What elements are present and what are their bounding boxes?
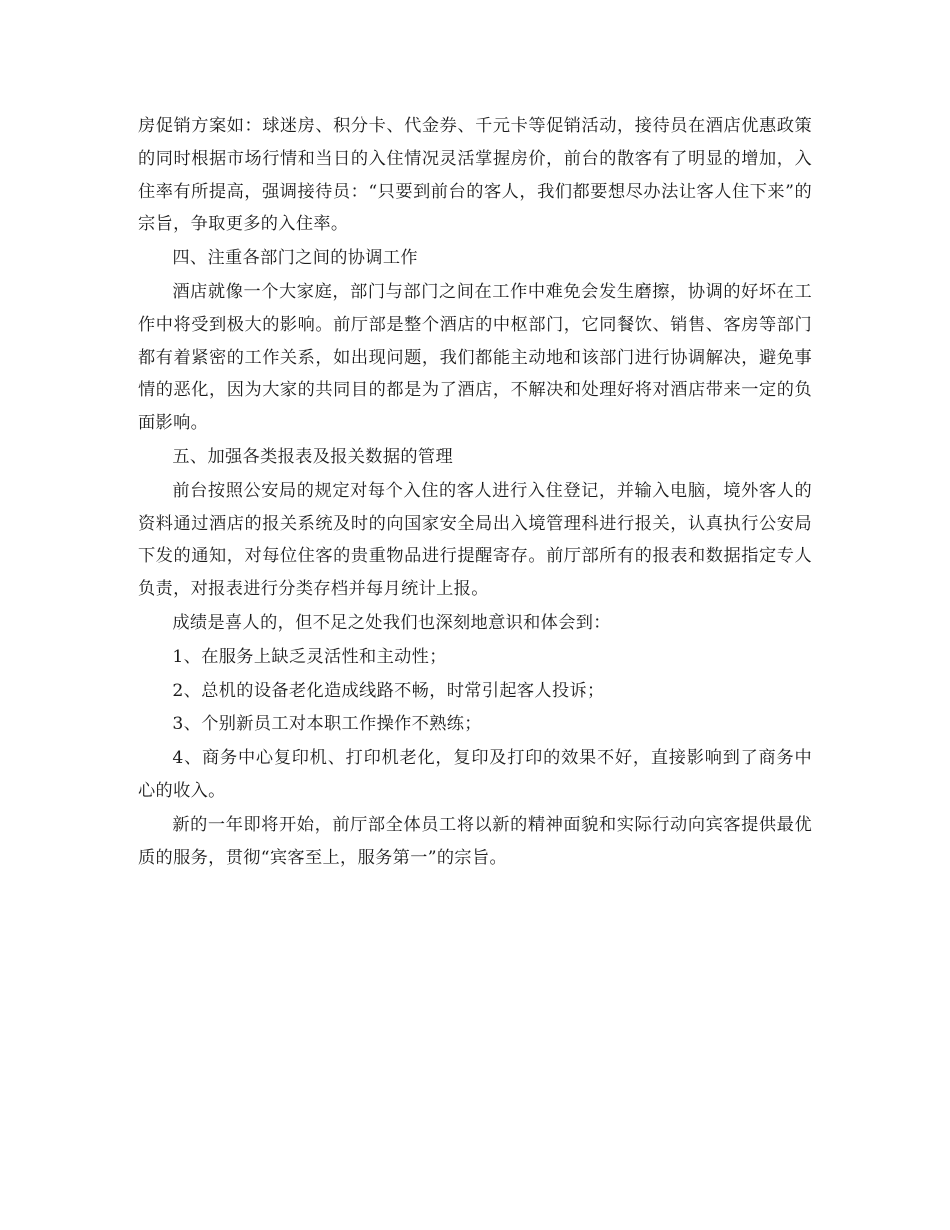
- document-body: [138, 110, 812, 875]
- paragraph-promotion-continued: 房促销方案如：球迷房、积分卡、代金券、千元卡等促销活动，接待员在酒店优惠政策的同时根据市场行情和当日的入住情况灵活掌握房价，前台的散客有了明显的增加，入住率有所提高，强调接待员：“只要到前台的客人，我们都要想尽办法让客人住下来”的宗旨，争取更多的入住率。: [138, 116, 812, 235]
- list-item-shortcoming-4: 4、商务中心复印机、打印机老化，复印及打印的效果不好，直接影响到了商务中心的收入。: [138, 748, 812, 801]
- paragraph-shortcomings-intro: 成绩是喜人的，但不足之处我们也深刻地意识和体会到：: [172, 612, 611, 633]
- heading-section-5: 五、加强各类报表及报关数据的管理: [172, 446, 453, 467]
- paragraph-reports: 前台按照公安局的规定对每个入住的客人进行入住登记，并输入电脑，境外客人的资料通过酒店的报关系统及时的向国家安全局出入境管理科进行报关，认真执行公安局下发的通知，对每位住客的贵重物品进行提醒寄存。前厅部所有的报表和数据指定专人负责，对报表进行分类存档并每月统计上报。: [138, 480, 812, 600]
- list-item-shortcoming-1: 1、在服务上缺乏灵活性和主动性；: [172, 646, 447, 667]
- paragraph-closing: 新的一年即将开始，前厅部全体员工将以新的精神面貌和实际行动向宾客提供最优质的服务，贯彻“宾客至上，服务第一”的宗旨。: [138, 814, 812, 868]
- paragraph-coordination: 酒店就像一个大家庭，部门与部门之间在工作中难免会发生磨擦，协调的好坏在工作中将受到极大的影响。前厅部是整个酒店的中枢部门，它同餐饮、销售、客房等部门都有着紧密的工作关系，如出现问题，我们都能主动地和该部门进行协调解决，避免事情的恶化，因为大家的共同目的都是为了酒店，不解决和处理好将对酒店带来一定的负面影响。: [138, 281, 812, 434]
- heading-section-4: 四、注重各部门之间的协调工作: [172, 248, 418, 269]
- list-item-shortcoming-2: 2、总机的设备老化造成线路不畅，时常引起客人投诉；: [172, 680, 605, 701]
- list-item-shortcoming-3: 3、个别新员工对本职工作操作不熟练；: [172, 714, 482, 735]
